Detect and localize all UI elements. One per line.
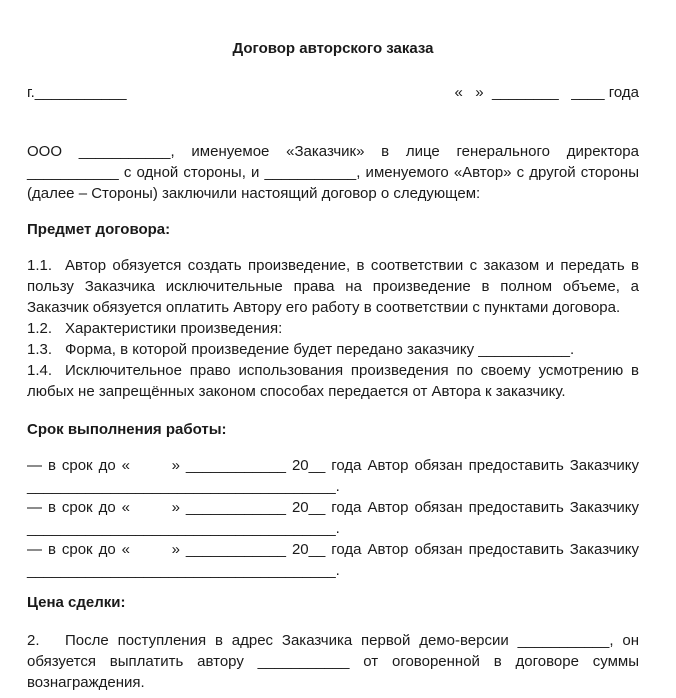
city-blank-line: г.___________ [27,84,127,101]
clause-1-2 [27,318,639,339]
header-row [27,82,639,103]
section-heading-subject: Предмет договора: [27,221,171,238]
clause-number: 1.3. [27,341,53,358]
clause-text: Характеристики произведения: [65,320,283,337]
clause-1-3 [27,339,639,360]
deadline-item: — в срок до « » ____________ 20__ года Автор обязан предоставить Заказчику _____________________________________. [27,499,639,537]
clause-text: Исключительное право использования произведения по своему усмотрению в любых не запрещённых законом способах передается от Автора к заказчику. [27,362,639,400]
clause-2 [27,630,639,693]
clause-text: Автор обязуется создать произведение, в соответствии с заказом и передать в пользу Заказчика исключительные права на произведение в полном объеме, а Заказчик обязуется оплатить Автору его работу в соответствии с пунктами договора. [27,257,639,316]
clause-text: После поступления в адрес Заказчика первой демо-версии ___________, он обязуется выплатить автору ___________ от оговоренной в договоре суммы вознаграждения. [27,632,639,691]
clause-number: 1.2. [27,320,53,337]
clause-1-1 [27,255,639,318]
deadline-item: — в срок до « » ____________ 20__ года Автор обязан предоставить Заказчику _____________________________________. [27,457,639,495]
section-heading-price: Цена сделки: [27,594,126,611]
section-heading-deadline: Срок выполнения работы: [27,421,227,438]
preamble-paragraph: ООО ___________, именуемое «Заказчик» в лице генерального директора ___________ с одной стороны, и ___________, именуемого «Автор» с другой стороны (далее – Стороны) заключили настоящий договор о следующем: [27,143,639,202]
clause-text: Форма, в которой произведение будет передано заказчику ___________. [65,341,575,358]
deadline-item: — в срок до « » ____________ 20__ года Автор обязан предоставить Заказчику _____________________________________. [27,541,639,579]
clause-number: 1.1. [27,257,53,274]
clause-number: 2. [27,632,40,649]
date-blank-line: « » ________ ____ года [454,84,639,101]
document-title: Договор авторского заказа [232,40,434,57]
clause-number: 1.4. [27,362,53,379]
clause-1-4 [27,360,639,402]
